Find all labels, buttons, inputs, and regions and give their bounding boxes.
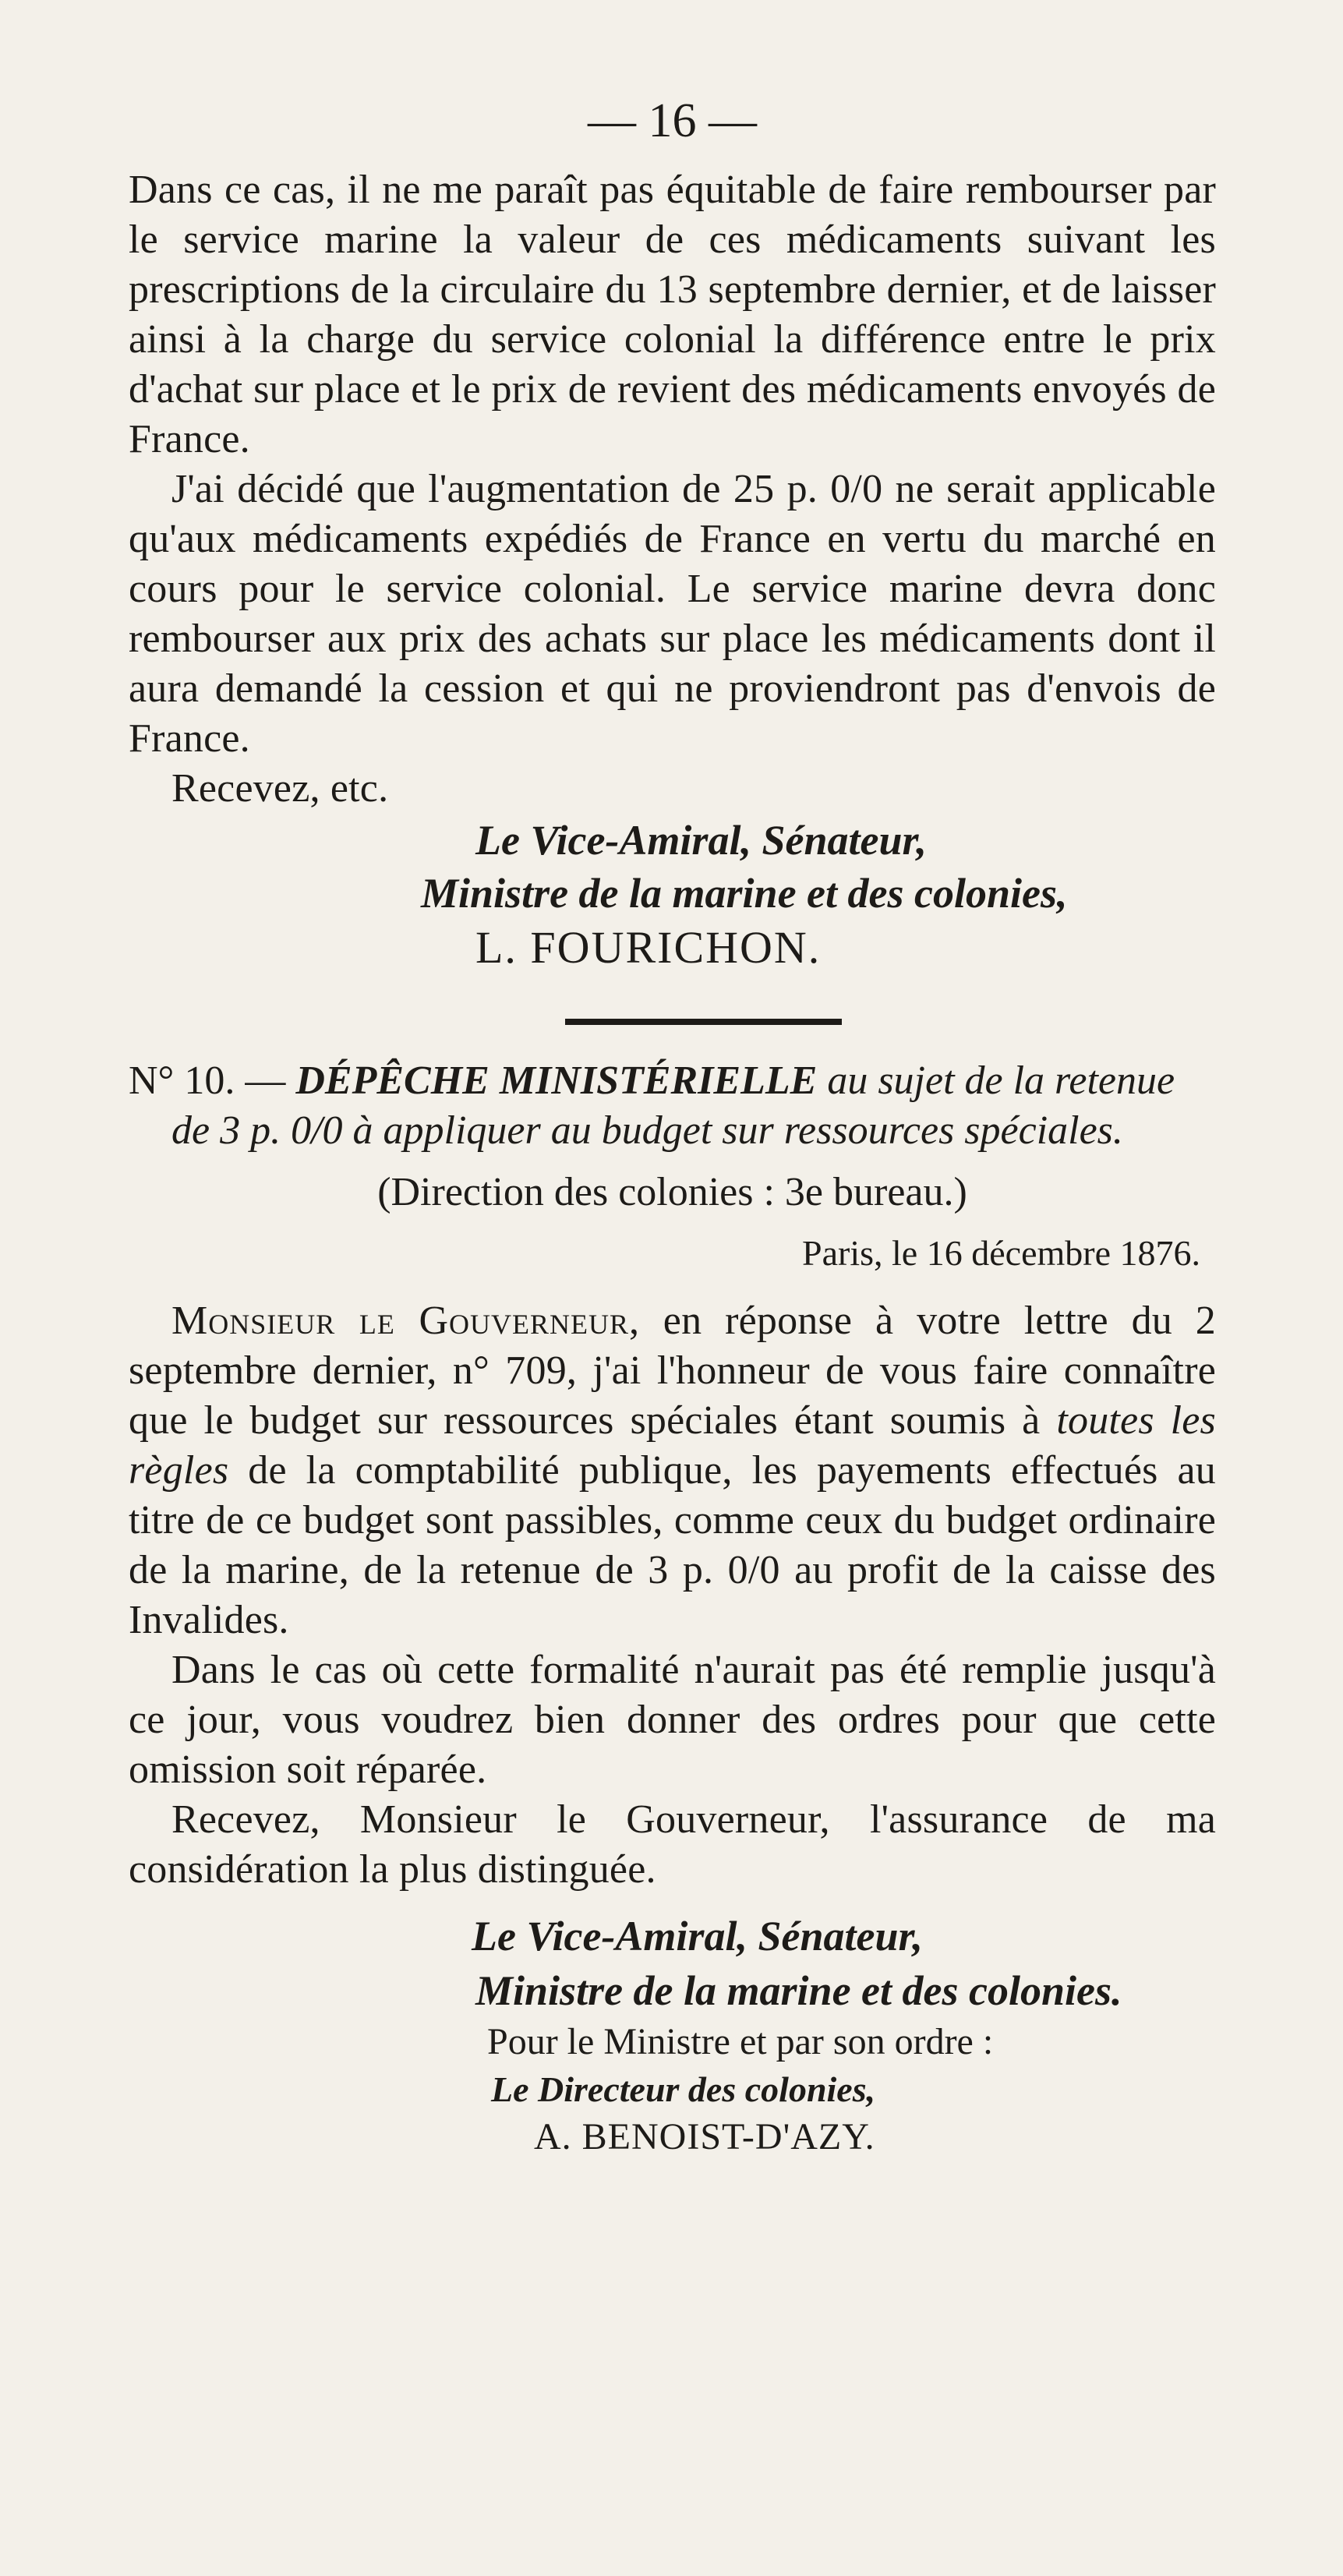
signature-title: Le Vice-Amiral, Sénateur, [475,817,928,864]
emphasis: toutes les règles [129,1398,1216,1493]
page [129,94,1216,2161]
signature-title: Le Vice-Amiral, Sénateur, [472,1913,924,1959]
paragraph [129,1296,1216,1645]
page-number: — 16 — [588,94,757,147]
paragraph: Recevez, Monsieur le Gouverneur, l'assurance de ma considération la plus distinguée. [129,1797,1216,1892]
signature-order: Pour le Ministre et par son ordre : [487,2021,994,2062]
direction: (Direction des colonies : 3e bureau.) [377,1170,967,1214]
signature-name: A. BENOIST-D'AZY. [534,2116,875,2157]
paragraph: J'ai décidé que l'augmentation de 25 p. 0/0 ne serait applicable qu'aux médicaments expédiés de France en vertu du marché en cours pour le service colonial. Le service marine devra donc rembourser aux prix des achats sur place les médicaments dont il aura demandé la cession et qui ne proviendront pas d'envois de France. [129,467,1216,761]
signature-office: Ministre de la marine et des colonies. [475,1967,1122,2014]
text-run: de la comptabilité publique, les payements effectués au titre de ce budget sont passibles, comme ceux du budget ordinaire de la marine, de la retenue de 3 p. 0/0 au profit de la caisse des Invalides. [129,1448,1216,1642]
text-run: en réponse à votre lettre du 2 septembre dernier, n° 709, j'ai l'honneur de vous faire connaître que le budget sur ressources spéciales étant soumis à [129,1299,1216,1443]
salutation: Monsieur le Gouverneur, [171,1299,640,1343]
dateline: Paris, le 16 décembre 1876. [802,1233,1200,1273]
closing: Recevez, etc. [171,766,389,811]
paragraph: Dans le cas où cette formalité n'aurait pas été remplie jusqu'à ce jour, vous voudrez bien donner des ordres pour que cette omission soit réparée. [129,1648,1216,1792]
dispatch-number: N° 10. — [129,1058,286,1103]
paragraph: Dans ce cas, il ne me paraît pas équitable de faire rembourser par le service marine la valeur de ces médicaments suivant les prescriptions de la circulaire du 13 septembre dernier, et de laisser ainsi à la charge du service colonial la différence entre le prix d'achat sur place et le prix de revient des médicaments envoyés de France. [129,168,1216,461]
dispatch-heading [129,1056,1216,1106]
dispatch-title: DÉPÊCHE MINISTÉRIELLE [295,1058,818,1103]
dispatch-subject: au sujet de la retenue [817,1058,1175,1103]
signature-office: Ministre de la marine et des colonies, [421,870,1068,917]
dispatch-subject-line2: de 3 p. 0/0 à appliquer au budget sur ressources spéciales. [171,1108,1123,1153]
section-divider [565,1019,842,1025]
signature-name: L. FOURICHON. [475,922,822,973]
signature-director: Le Directeur des colonies, [491,2069,876,2109]
